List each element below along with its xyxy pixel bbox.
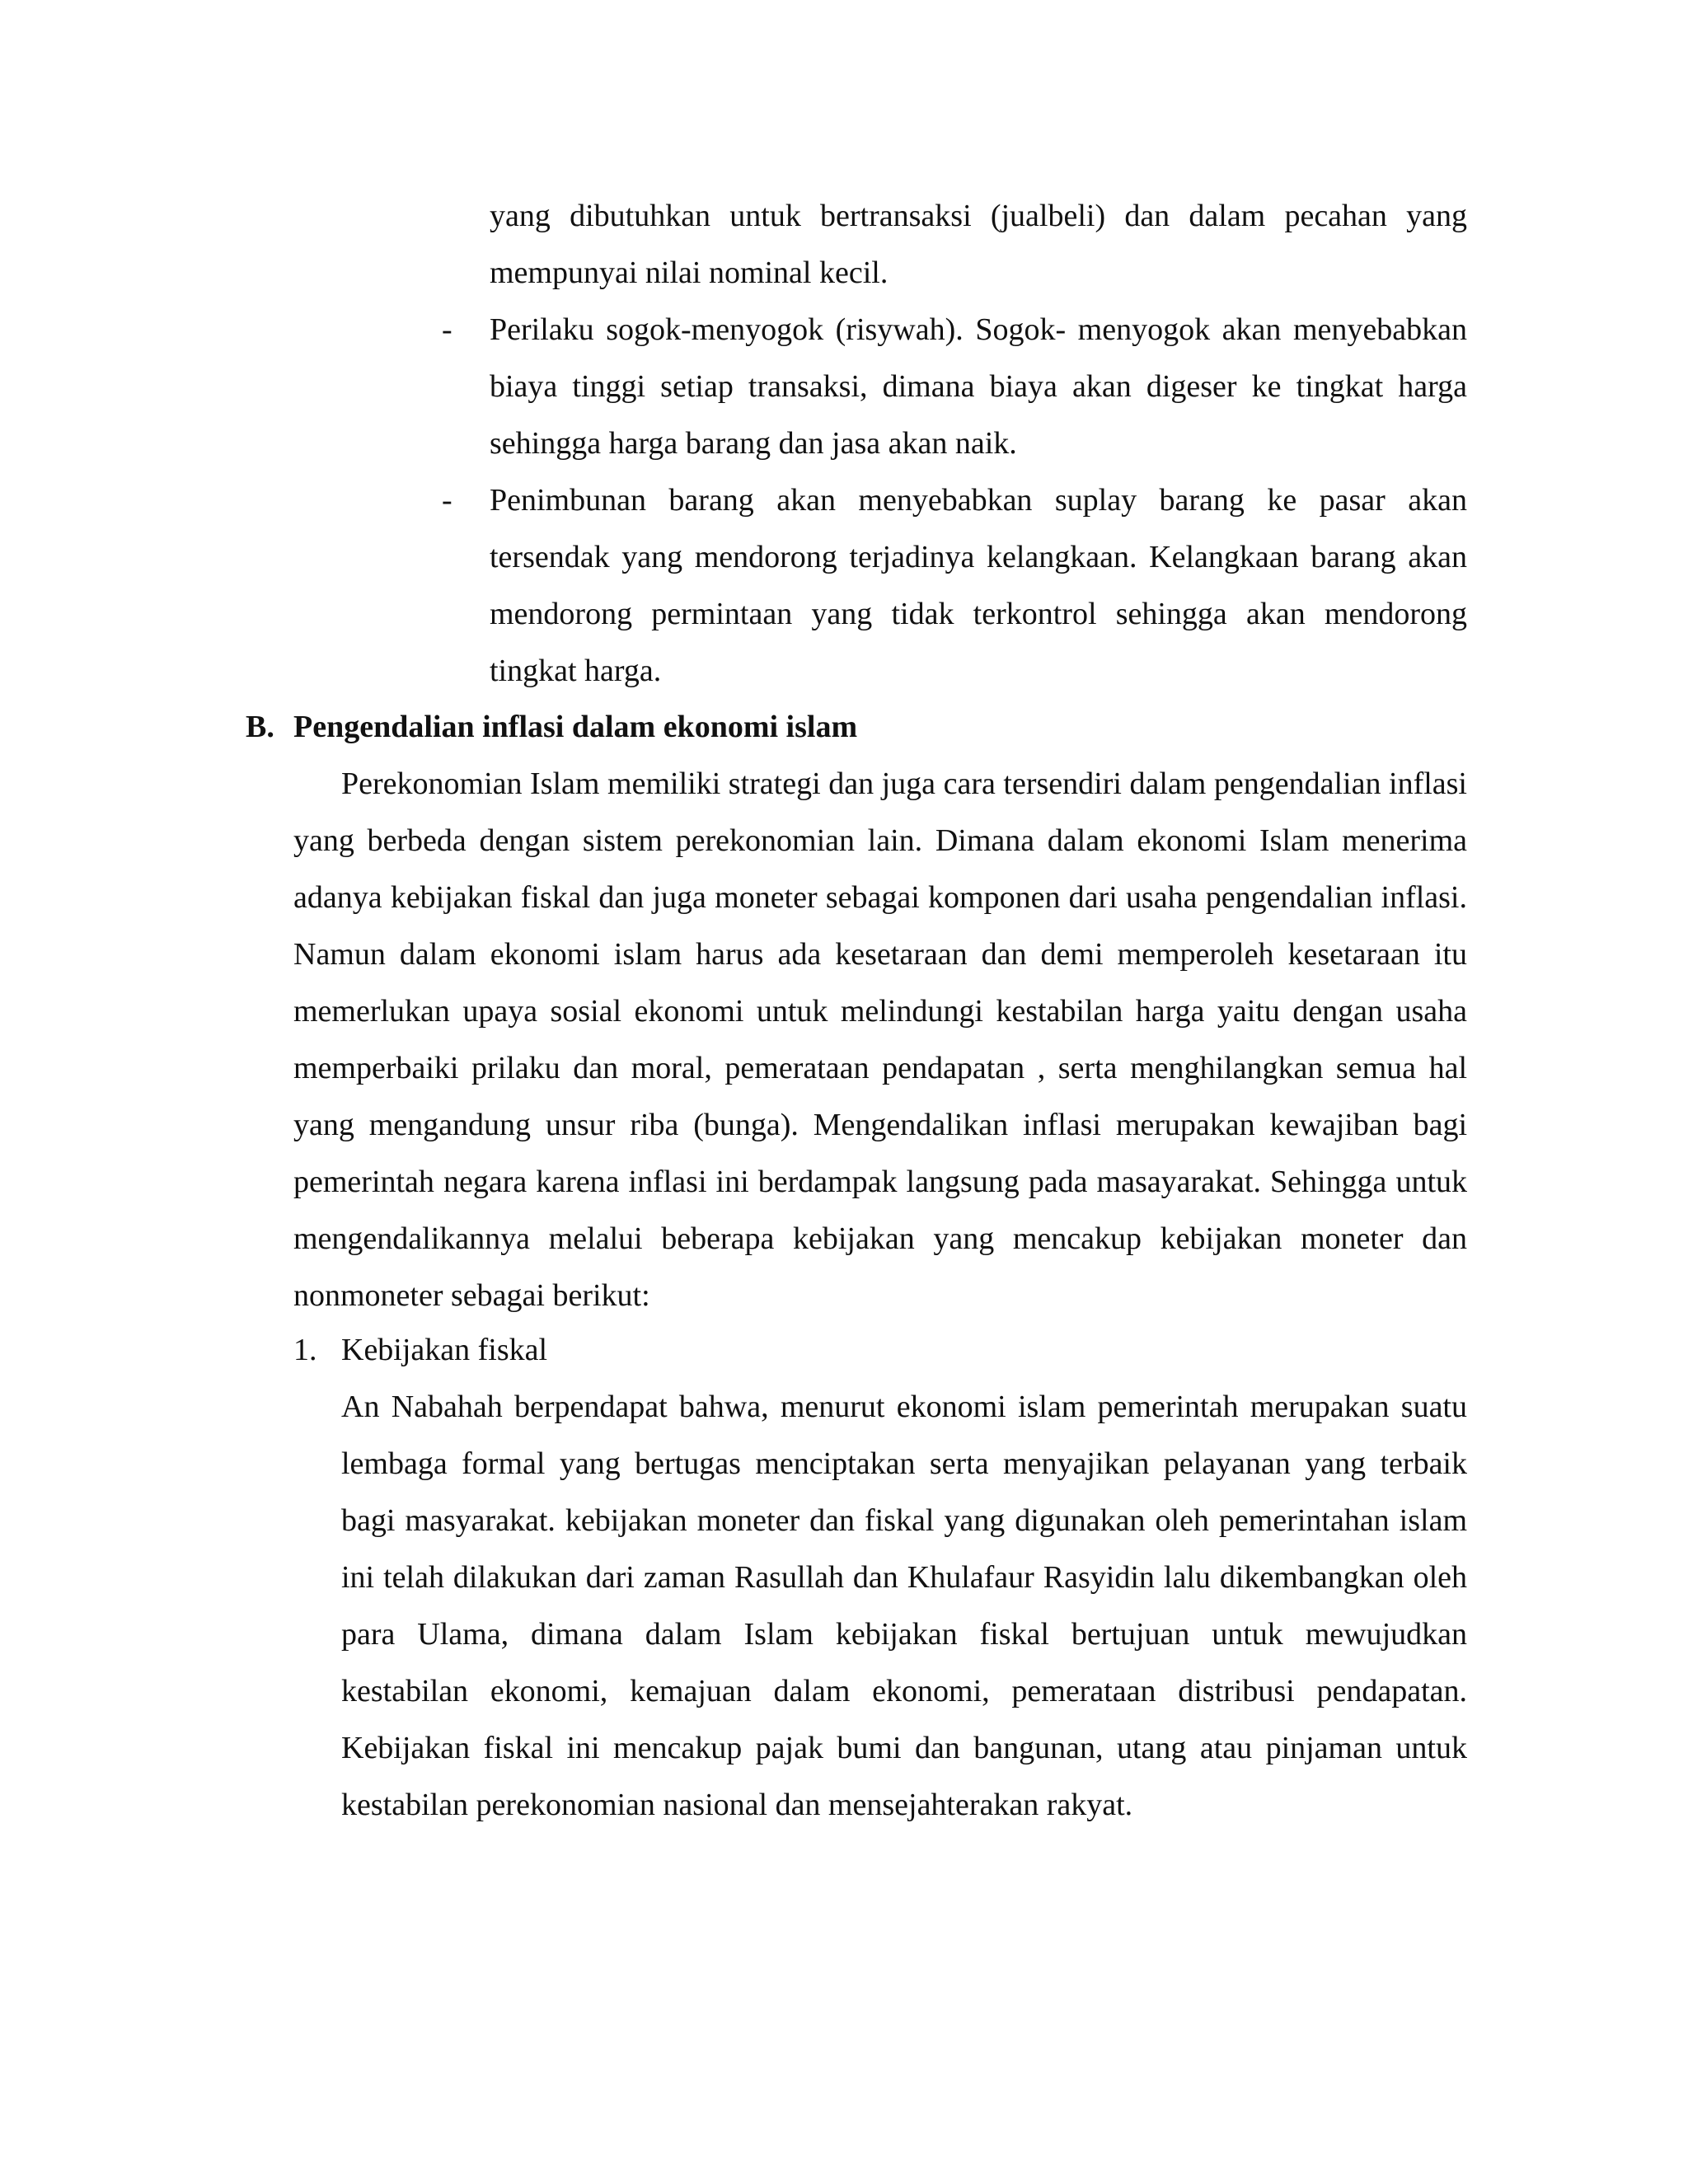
- section-b-paragraph: Perekonomian Islam memiliki strategi dan juga cara tersendiri dalam pengendalian inflasi yang berbeda dengan sistem perekonomian lain. Dimana dalam ekonomi Islam menerima adanya kebijakan fiskal dan juga moneter sebagai komponen dari usaha pengendalian inflasi. Namun dalam ekonomi islam harus ada kesetaraan dan demi memperoleh kesetaraan itu memerlukan upaya sosial ekonomi untuk melindungi kestabilan harga yaitu dengan usaha memperbaiki prilaku dan moral, pemerataan pendapatan , serta menghilangkan semua hal yang mengandung unsur riba (bunga). Mengendalikan inflasi merupakan kewajiban bagi pemerintah negara karena inflasi ini berdampak langsung pada masayarakat. Sehingga untuk mengendalikannya melalui beberapa kebijakan yang mencakup kebijakan moneter dan nonmoneter sebagai berikut:: [293, 766, 1467, 1313]
- list-item-title: Kebijakan fiskal: [341, 1333, 548, 1367]
- section-title: Pengendalian inflasi dalam ekonomi islam: [293, 710, 858, 744]
- section-letter: B.: [246, 710, 274, 744]
- bullet-marker: -: [442, 312, 452, 347]
- bullet-marker: -: [442, 483, 452, 518]
- bullet-item-risywah: Perilaku sogok-menyogok (risywah). Sogok- menyogok akan menyebabkan biaya tinggi setiap transaksi, dimana biaya akan digeser ke tingkat harga sehingga harga barang dan jasa akan naik.: [490, 312, 1467, 461]
- section-b-heading: [246, 699, 857, 756]
- bullet-item-penimbunan: Penimbunan barang akan menyebabkan suplay barang ke pasar akan tersendak yang mendorong terjadinya kelangkaan. Kelangkaan barang akan mendorong permintaan yang tidak terkontrol sehingga akan mendorong tingkat harga.: [490, 483, 1467, 688]
- fiscal-policy-paragraph: An Nabahah berpendapat bahwa, menurut ekonomi islam pemerintah merupakan suatu lembaga formal yang bertugas menciptakan serta menyajikan pelayanan yang terbaik bagi masyarakat. kebijakan moneter dan fiskal yang digunakan oleh pemerintahan islam ini telah dilakukan dari zaman Rasullah dan Khulafaur Rasyidin lalu dikembangkan oleh para Ulama, dimana dalam Islam kebijakan fiskal bertujuan untuk mewujudkan kestabilan ekonomi, kemajuan dalam ekonomi, pemerataan distribusi pendapatan. Kebijakan fiskal ini mencakup pajak bumi dan bangunan, utang atau pinjaman untuk kestabilan perekonomian nasional dan mensejahterakan rakyat.: [341, 1390, 1467, 1822]
- list-number: 1.: [293, 1333, 317, 1367]
- continuation-paragraph: yang dibutuhkan untuk bertransaksi (jualbeli) dan dalam pecahan yang mempunyai nilai nominal kecil.: [490, 199, 1467, 290]
